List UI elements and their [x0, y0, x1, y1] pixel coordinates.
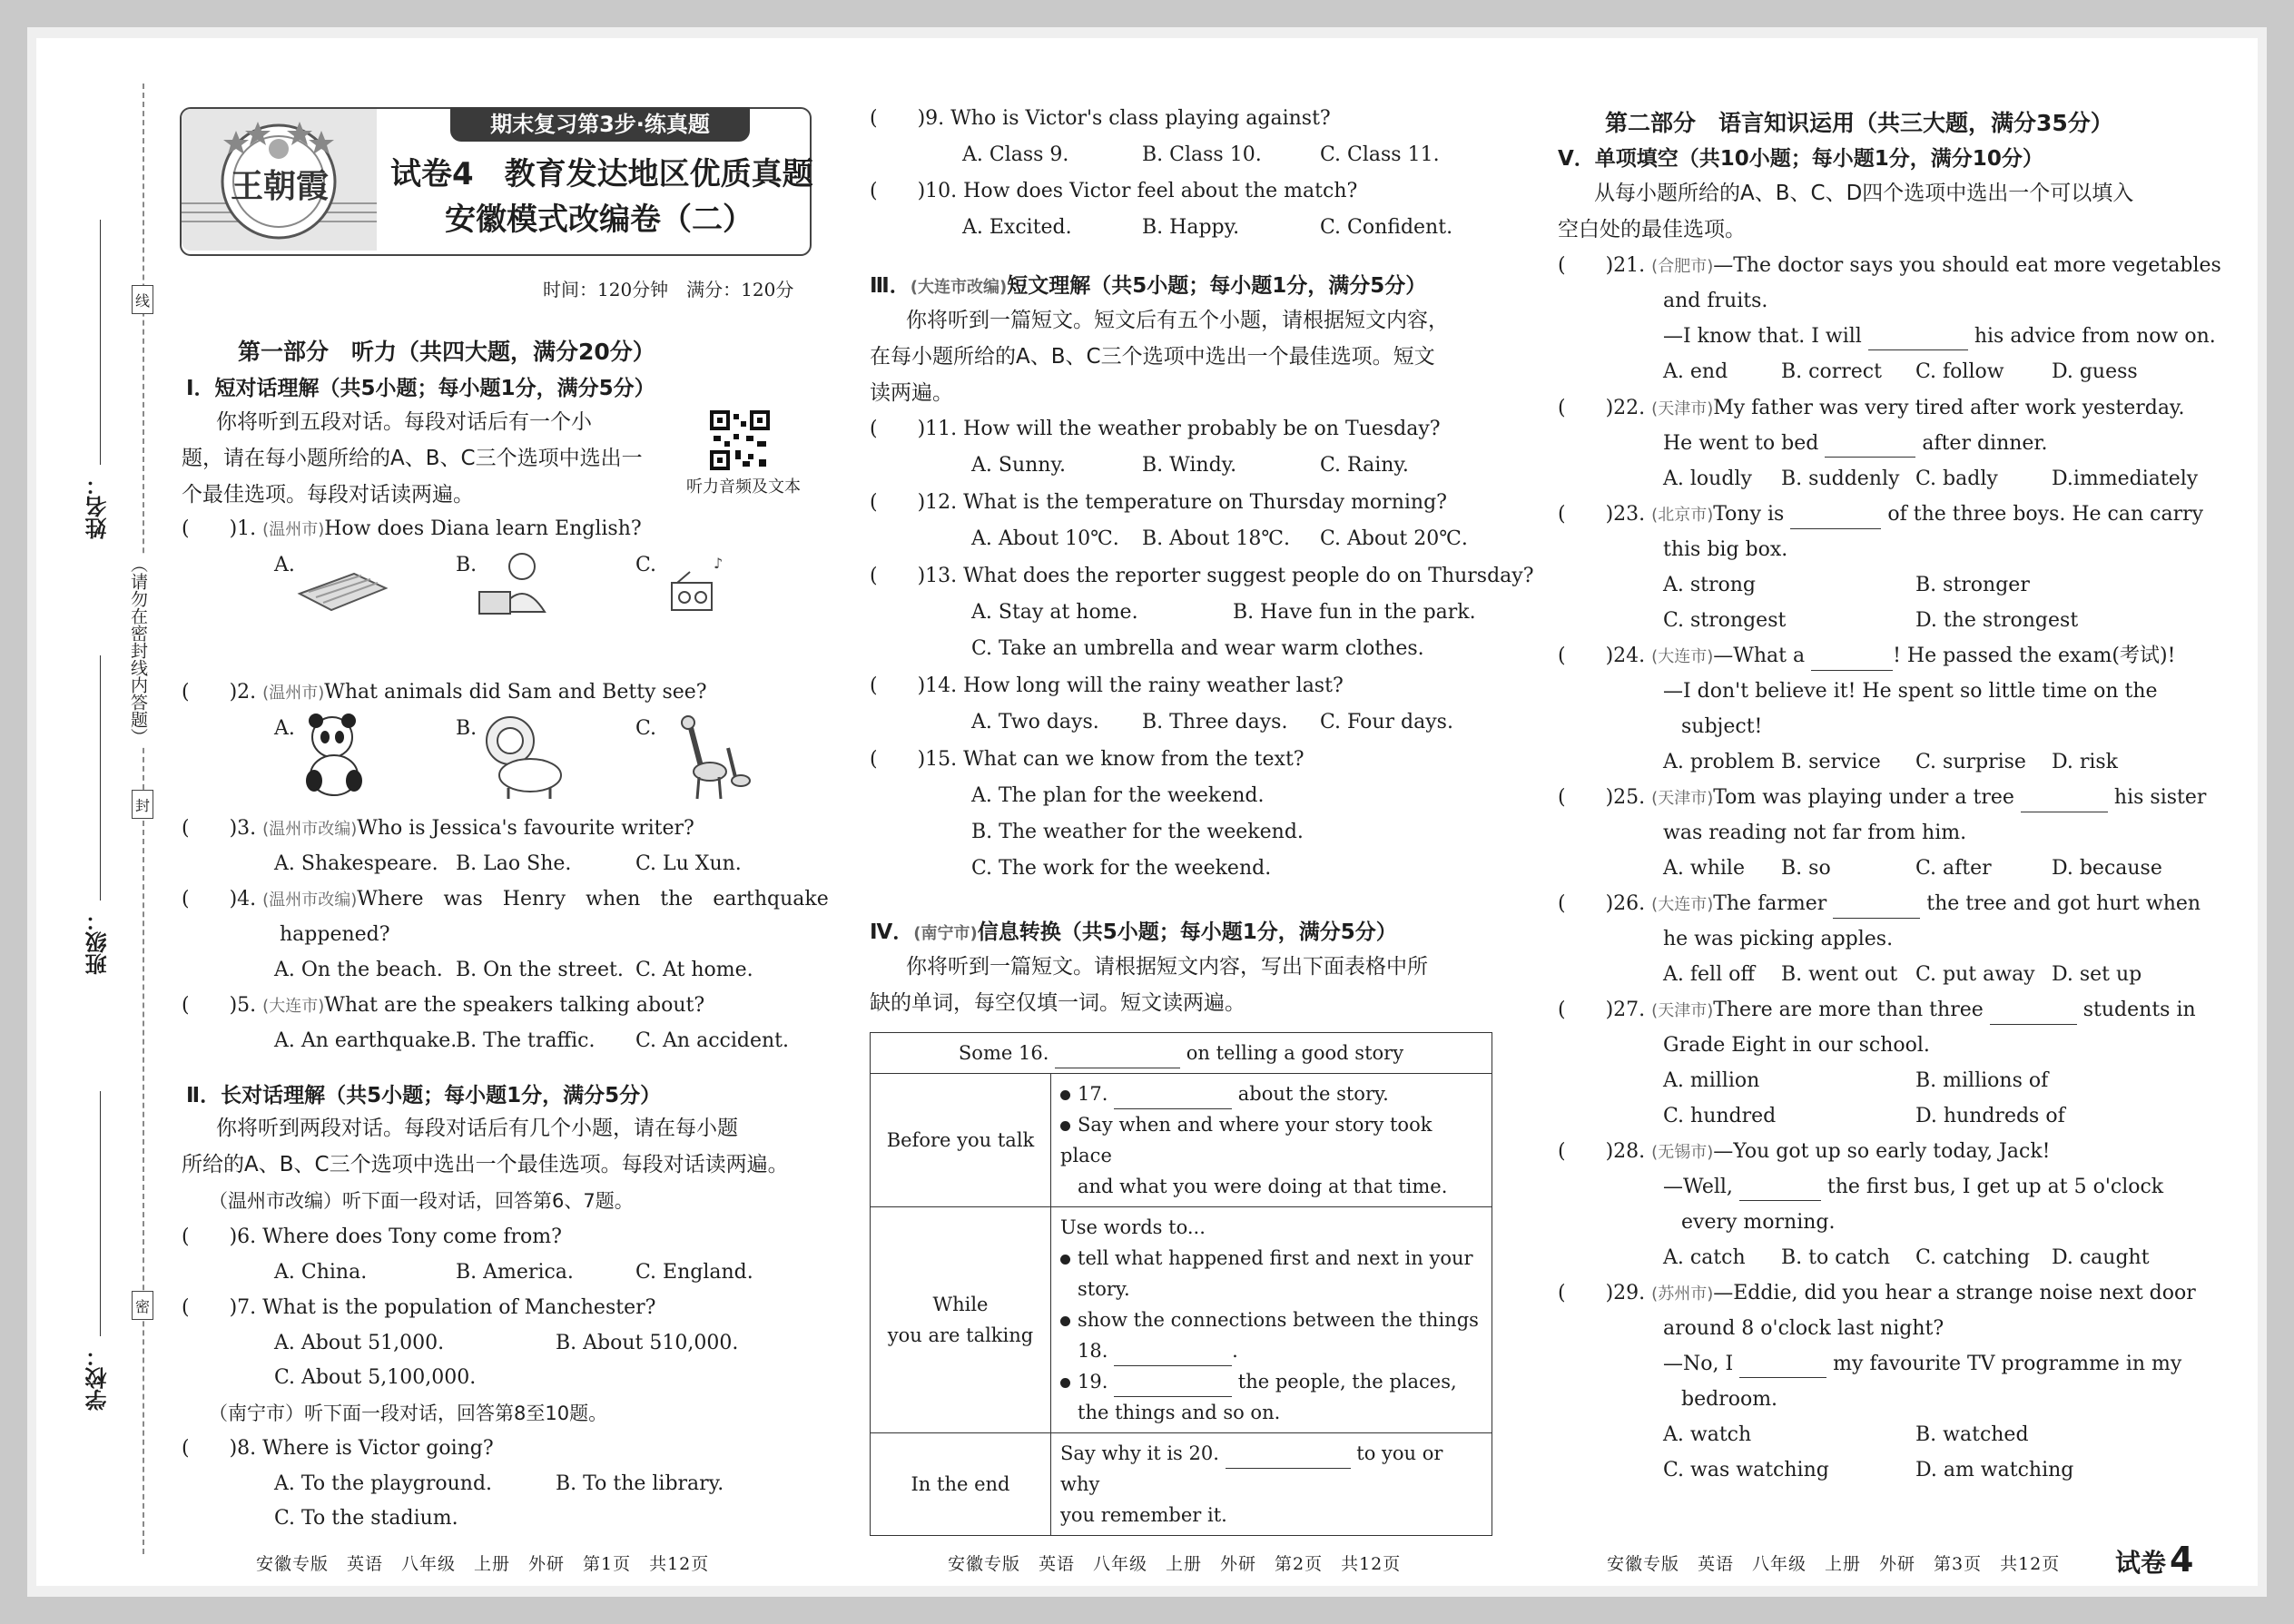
q21-line3: —I know that. I will his advice from now on. — [1663, 323, 2216, 350]
seal-char-seal: 封 — [132, 790, 153, 819]
name-label: 姓名： — [85, 474, 111, 539]
q21-opt-b: B. correct — [1781, 360, 1882, 383]
table-row: While you are talking Use words to... tell what happened first and next in your story. show the connections between the things 18. . 19. the people, the places, the things and so on. — [871, 1207, 1492, 1433]
blank-24[interactable] — [1811, 650, 1893, 671]
q28-opt-d: D. caught — [2052, 1246, 2150, 1269]
q26: ( )26. (大连市)The farmer the tree and got hurt when — [1558, 891, 2200, 919]
q11: ( )11. How will the weather probably be on Tuesday? — [870, 418, 1441, 440]
s4-desc-2: 缺的单词，每空仅填一词。短文读两遍。 — [870, 991, 1245, 1015]
q6-opt-b: B. America. — [456, 1261, 574, 1284]
q11-opt-a: A. Sunny. — [971, 454, 1066, 477]
section4-title: Ⅳ．(南宁市)信息转换（共5小题；每小题1分，满分5分） — [870, 920, 1397, 944]
table-row: Some 16. on telling a good story — [871, 1033, 1492, 1074]
q27: ( )27. (天津市)There are more than three students in — [1558, 997, 2196, 1025]
q9: ( )9. Who is Victor's class playing against? — [870, 107, 1331, 130]
q4-opt-a: A. On the beach. — [274, 959, 443, 981]
q25-opt-c: C. after — [1915, 857, 1992, 880]
s5-desc-2: 空白处的最佳选项。 — [1558, 218, 1746, 241]
page2-footer: 安徽专版 英语 八年级 上册 外研 第2页 共12页 — [948, 1554, 1402, 1574]
q4-line2: happened? — [280, 923, 390, 946]
q29-opt-d: D. am watching — [1915, 1459, 2074, 1481]
seal-char-secret: 密 — [132, 1291, 153, 1320]
q21: ( )21. (合肥市)—The doctor says you should eat more vegetables — [1558, 254, 2221, 277]
blank-16[interactable] — [1055, 1048, 1180, 1068]
q21-opt-c: C. follow — [1915, 360, 2004, 383]
q14: ( )14. How long will the rainy weather last? — [870, 674, 1344, 697]
q29: ( )29. (苏州市)—Eddie, did you hear a strange noise next door — [1558, 1282, 2196, 1304]
q5-opt-a: A. An earthquake. — [274, 1029, 458, 1052]
s3-desc-1: 你将听到一篇短文。短文后有五个小题，请根据短文内容， — [906, 309, 1449, 332]
exam-paper — [36, 38, 2258, 1586]
q14-opt-a: A. Two days. — [971, 711, 1099, 733]
s2-desc-3: （温州市改编）听下面一段对话，回答第6、7题。 — [209, 1190, 634, 1212]
blank-20[interactable] — [1226, 1448, 1351, 1469]
q6: ( )6. Where does Tony come from? — [182, 1225, 562, 1248]
q27-line2: Grade Eight in our school. — [1663, 1034, 1930, 1057]
s3-desc-2: 在每小题所给的A、B、C三个选项中选出一个最佳选项。短文 — [870, 345, 1435, 369]
q3-opt-c: C. Lu Xun. — [635, 852, 742, 875]
q5-opt-b: B. The traffic. — [456, 1029, 596, 1052]
q23-line2: this big box. — [1663, 538, 1788, 561]
school-label: 学校： — [85, 1345, 111, 1411]
blank-27[interactable] — [1990, 1004, 2077, 1025]
q4: ( )4. (温州市改编)Where was Henry when the earthquake — [182, 888, 829, 910]
q24-opt-c: C. surprise — [1915, 751, 2026, 773]
q22-opt-c: C. badly — [1915, 468, 1998, 490]
q8-opt-b: B. To the library. — [556, 1472, 724, 1495]
q13-opt-b: B. Have fun in the park. — [1233, 601, 1476, 624]
q1-opt-c: C. — [635, 554, 657, 576]
q26-opt-d: D. set up — [2052, 963, 2142, 986]
q29-opt-b: B. watched — [1915, 1423, 2029, 1446]
q24: ( )24. (大连市)—What a ! He passed the exam(考试)! — [1558, 643, 2175, 671]
computer-image — [472, 548, 563, 621]
q10-opt-b: B. Happy. — [1142, 216, 1240, 239]
q9-opt-a: A. Class 9. — [962, 143, 1069, 166]
part1-title: 第一部分 听力（共四大题，满分20分） — [238, 339, 655, 365]
q23-opt-c: C. strongest — [1663, 609, 1787, 632]
q28-line3: every morning. — [1681, 1211, 1836, 1234]
part2-title: 第二部分 语言知识运用（共三大题，满分35分） — [1605, 110, 2113, 136]
q23-opt-b: B. stronger — [1915, 574, 2030, 596]
q10-opt-a: A. Excited. — [962, 216, 1072, 239]
blank-22[interactable] — [1825, 437, 1915, 458]
seal-notice: （请勿在密封线内答题） — [125, 556, 149, 745]
q22: ( )22. (天津市)My father was very tired after work yesterday. — [1558, 397, 2185, 419]
q2: ( )2. (温州市)What animals did Sam and Betty see? — [182, 681, 707, 704]
class-line — [100, 655, 101, 901]
exam-time: 时间：120分钟 满分：120分 — [543, 279, 794, 300]
blank-25[interactable] — [2021, 792, 2108, 812]
school-line — [100, 1091, 101, 1336]
q7-opt-b: B. About 510,000. — [556, 1332, 739, 1354]
q4-opt-c: C. At home. — [635, 959, 753, 981]
name-line — [100, 220, 101, 465]
q9-opt-b: B. Class 10. — [1142, 143, 1262, 166]
q24-opt-a: A. problem — [1663, 751, 1775, 773]
q7-opt-a: A. About 51,000. — [274, 1332, 445, 1354]
panda-image — [298, 710, 379, 801]
q2-opt-b: B. — [456, 717, 478, 740]
q3-opt-a: A. Shakespeare. — [274, 852, 438, 875]
q22-opt-b: B. suddenly — [1781, 468, 1900, 490]
q8-opt-a: A. To the playground. — [274, 1472, 493, 1495]
s2-desc-1: 你将听到两段对话。每段对话后有几个小题，请在每小题 — [216, 1117, 738, 1140]
exam-badge: 试卷 4 — [2115, 1540, 2194, 1580]
q28-opt-b: B. to catch — [1781, 1246, 1891, 1269]
q28-opt-a: A. catch — [1663, 1246, 1746, 1269]
q7: ( )7. What is the population of Manchester? — [182, 1296, 656, 1319]
q13: ( )13. What does the reporter suggest people do on Thursday? — [870, 565, 1534, 587]
q29-opt-c: C. was watching — [1663, 1459, 1829, 1481]
q1: ( )1. (温州市)How does Diana learn English? — [182, 517, 642, 540]
blank-29[interactable] — [1739, 1357, 1826, 1378]
q14-opt-b: B. Three days. — [1142, 711, 1288, 733]
s5-desc-1: 从每小题所给的A、B、C、D四个选项中选出一个可以填入 — [1594, 182, 2134, 205]
q3: ( )3. (温州市改编)Who is Jessica's favourite writer? — [182, 817, 694, 840]
q26-opt-b: B. went out — [1781, 963, 1898, 986]
q21-opt-a: A. end — [1663, 360, 1728, 383]
qr-code[interactable] — [710, 410, 770, 470]
svg-text:♪: ♪ — [714, 555, 724, 572]
q8-opt-c: C. To the stadium. — [274, 1507, 458, 1530]
header-title-2: 安徽模式改编卷（二） — [445, 202, 753, 238]
s1-desc-2: 题，请在每小题所给的A、B、C三个选项中选出一 — [182, 447, 643, 470]
q14-opt-c: C. Four days. — [1320, 711, 1453, 733]
giraffe-image — [663, 712, 753, 802]
section2-title: Ⅱ．长对话理解（共5小题；每小题1分，满分5分） — [186, 1084, 662, 1107]
seal-char-line: 线 — [132, 285, 153, 314]
q6-opt-c: C. England. — [635, 1261, 753, 1284]
q24-opt-b: B. service — [1781, 751, 1881, 773]
q23: ( )23. (北京市)Tony is of the three boys. He can carry — [1558, 501, 2203, 529]
q25-opt-b: B. so — [1781, 857, 1831, 880]
q10-opt-c: C. Confident. — [1320, 216, 1453, 239]
q27-opt-d: D. hundreds of — [1915, 1105, 2065, 1127]
blank-21[interactable] — [1868, 330, 1968, 350]
q26-opt-a: A. fell off — [1663, 963, 1755, 986]
q11-opt-b: B. Windy. — [1142, 454, 1237, 477]
book-image — [290, 557, 390, 612]
blank-26[interactable] — [1833, 898, 1920, 919]
q1-opt-a: A. — [274, 554, 295, 576]
q12: ( )12. What is the temperature on Thursday morning? — [870, 491, 1447, 514]
s3-desc-3: 读两遍。 — [870, 381, 953, 405]
q21-opt-d: D. guess — [2052, 360, 2138, 383]
header-title-1: 试卷4 教育发达地区优质真题 — [390, 156, 813, 192]
class-label: 班级： — [85, 910, 111, 975]
q5-opt-c: C. An accident. — [635, 1029, 789, 1052]
section3-title: Ⅲ．(大连市改编)短文理解（共5小题；每小题1分，满分5分） — [870, 274, 1427, 298]
q7-opt-c: C. About 5,100,000. — [274, 1366, 477, 1389]
blank-19[interactable] — [1114, 1376, 1232, 1397]
q22-opt-a: A. loudly — [1663, 468, 1752, 490]
info-table — [870, 1032, 1492, 1536]
q8: ( )8. Where is Victor going? — [182, 1437, 494, 1460]
q15-opt-c: C. The work for the weekend. — [971, 857, 1272, 880]
page3-footer: 安徽专版 英语 八年级 上册 外研 第3页 共12页 — [1607, 1554, 2061, 1574]
logo-text: 王朝霞 — [230, 167, 329, 205]
s1-desc-1: 你将听到五段对话。每段对话后有一个小 — [216, 410, 592, 434]
s2-desc-4: （南宁市）听下面一段对话，回答第8至10题。 — [209, 1403, 608, 1424]
q29-opt-a: A. watch — [1663, 1423, 1752, 1446]
q13-opt-a: A. Stay at home. — [971, 601, 1138, 624]
header-banner: 期末复习第3步·练真题 — [450, 107, 750, 142]
q22-opt-d: D.immediately — [2052, 468, 2199, 490]
q29-line3: —No, I my favourite TV programme in my — [1663, 1351, 2181, 1378]
q28-opt-c: C. catching — [1915, 1246, 2031, 1269]
q25-line2: was reading not far from him. — [1663, 822, 1967, 844]
q1-opt-b: B. — [456, 554, 478, 576]
s4-desc-1: 你将听到一篇短文。请根据短文内容，写出下面表格中所 — [906, 955, 1428, 979]
q28-line2: —Well, the first bus, I get up at 5 o'clock — [1663, 1174, 2163, 1201]
page1-footer: 安徽专版 英语 八年级 上册 外研 第1页 共12页 — [256, 1554, 710, 1574]
q10: ( )10. How does Victor feel about the match? — [870, 180, 1358, 202]
q24-line3: subject! — [1681, 715, 1763, 738]
s1-desc-3: 个最佳选项。每段对话读两遍。 — [182, 483, 474, 507]
q28: ( )28. (无锡市)—You got up so early today, Jack! — [1558, 1140, 2051, 1163]
q12-opt-a: A. About 10℃. — [971, 527, 1119, 550]
radio-image — [654, 552, 735, 615]
q24-opt-d: D. risk — [2052, 751, 2119, 773]
blank-28[interactable] — [1739, 1180, 1821, 1201]
q26-line2: he was picking apples. — [1663, 928, 1894, 950]
q12-opt-b: B. About 18℃. — [1142, 527, 1290, 550]
q15-opt-a: A. The plan for the weekend. — [971, 784, 1265, 807]
q15-opt-b: B. The weather for the weekend. — [971, 821, 1304, 843]
q2-opt-a: A. — [274, 717, 295, 740]
q23-opt-d: D. the strongest — [1915, 609, 2079, 632]
q22-line2: He went to bed after dinner. — [1663, 430, 2048, 458]
q27-opt-c: C. hundred — [1663, 1105, 1777, 1127]
q12-opt-c: C. About 20℃. — [1320, 527, 1468, 550]
q6-opt-a: A. China. — [274, 1261, 368, 1284]
q21-line2: and fruits. — [1663, 290, 1768, 312]
table-row: In the end Say why it is 20. to you or why you remember it. — [871, 1433, 1492, 1536]
s2-desc-2: 所给的A、B、C三个选项中选出一个最佳选项。每段对话读两遍。 — [182, 1153, 789, 1176]
q25: ( )25. (天津市)Tom was playing under a tree his sister — [1558, 784, 2206, 812]
q23-opt-a: A. strong — [1663, 574, 1757, 596]
q11-opt-c: C. Rainy. — [1320, 454, 1409, 477]
blank-23[interactable] — [1790, 508, 1881, 529]
table-row: Before you talk 17. about the story. Say when and where your story took place and what you were doing at that time. — [871, 1074, 1492, 1207]
q9-opt-c: C. Class 11. — [1320, 143, 1440, 166]
section5-title: Ⅴ．单项填空（共10小题；每小题1分，满分10分） — [1558, 147, 2043, 171]
q29-line2: around 8 o'clock last night? — [1663, 1317, 1944, 1340]
lion-image — [472, 710, 572, 801]
q27-opt-a: A. million — [1663, 1069, 1760, 1092]
q4-opt-b: B. On the street. — [456, 959, 624, 981]
q24-line2: —I don't believe it! He spent so little time on the — [1663, 680, 2158, 703]
qr-label: 听力音频及文本 — [686, 477, 801, 497]
q13-opt-c: C. Take an umbrella and wear warm clothes. — [971, 637, 1424, 660]
q25-opt-d: D. because — [2052, 857, 2162, 880]
q2-opt-c: C. — [635, 717, 657, 740]
blank-18[interactable] — [1114, 1345, 1232, 1366]
q27-opt-b: B. millions of — [1915, 1069, 2049, 1092]
q25-opt-a: A. while — [1663, 857, 1745, 880]
q15: ( )15. What can we know from the text? — [870, 748, 1305, 771]
q5: ( )5. (大连市)What are the speakers talking about? — [182, 994, 705, 1017]
q3-opt-b: B. Lao She. — [456, 852, 572, 875]
q29-line4: bedroom. — [1681, 1388, 1778, 1411]
section1-title: Ⅰ．短对话理解（共5小题；每小题1分，满分5分） — [186, 377, 655, 400]
q26-opt-c: C. put away — [1915, 963, 2035, 986]
blank-17[interactable] — [1114, 1088, 1232, 1109]
